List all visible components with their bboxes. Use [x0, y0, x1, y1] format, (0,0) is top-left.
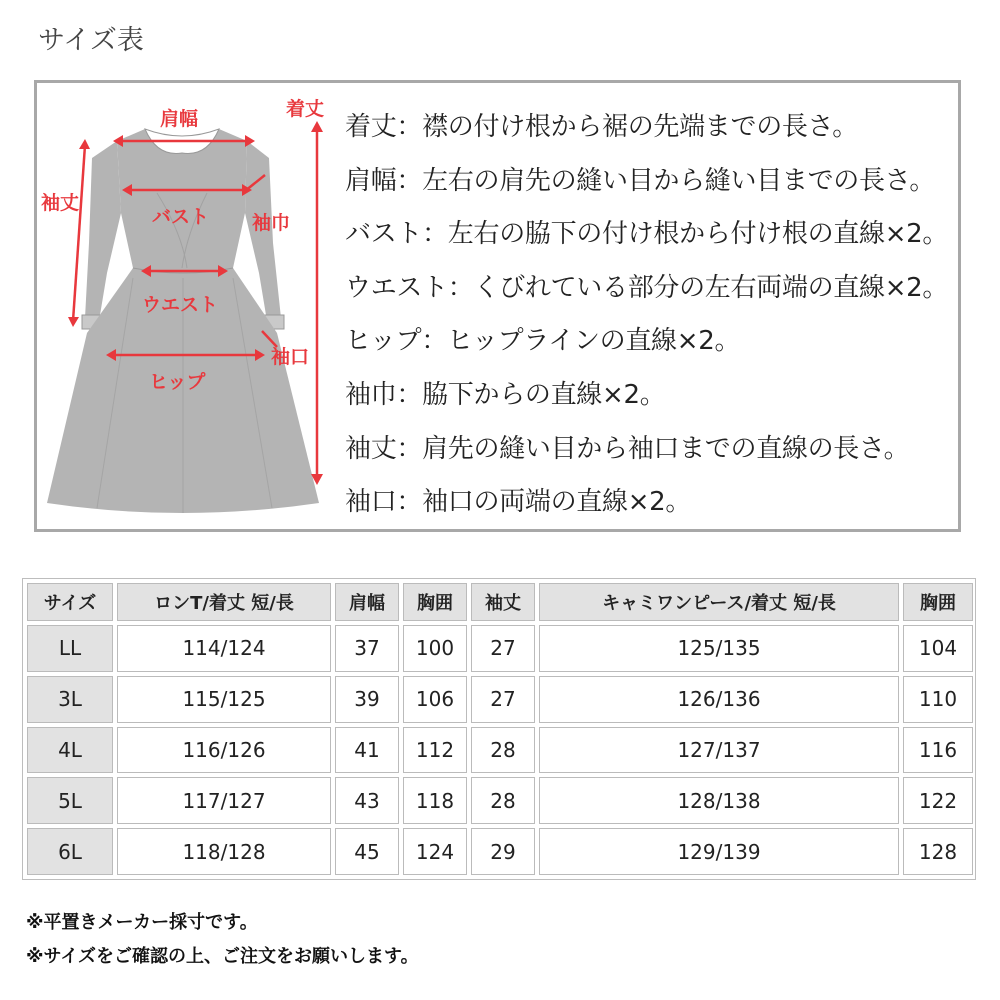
table-row: [27, 676, 973, 723]
table-cell: 100: [403, 625, 467, 672]
table-cell: 28: [471, 777, 535, 824]
table-cell: 110: [903, 676, 973, 723]
size-table: [22, 578, 976, 880]
definition-katahaba: 肩幅：左右の肩先の縫い目から縫い目までの長さ。: [345, 165, 936, 196]
header-camisole-length: キャミワンピース/着丈 短/長: [539, 583, 899, 621]
table-row: [27, 777, 973, 824]
measurement-definitions: [345, 101, 960, 530]
header-sleeve: 袖丈: [471, 583, 535, 621]
label-sodehaba: 袖巾: [252, 212, 291, 234]
table-cell: 27: [471, 676, 535, 723]
table-header-row: [27, 583, 973, 621]
table-cell: 114/124: [117, 625, 331, 672]
table-cell: 128: [903, 828, 973, 875]
note-confirm-size: ※サイズをご確認の上、ご注文をお願いします。: [26, 946, 419, 967]
dress-illustration: [37, 83, 337, 529]
table-cell: 116: [903, 727, 973, 774]
table-cell: 45: [335, 828, 399, 875]
header-size: サイズ: [27, 583, 113, 621]
label-bust: バスト: [152, 206, 210, 228]
table-cell: 118: [403, 777, 467, 824]
size-cell: 5L: [27, 777, 113, 824]
definition-waist: ウエスト：くびれている部分の左右両端の直線×2。: [345, 272, 949, 303]
table-cell: 128/138: [539, 777, 899, 824]
table-cell: 29: [471, 828, 535, 875]
size-cell: LL: [27, 625, 113, 672]
label-katahaba: 肩幅: [160, 108, 199, 130]
label-kitake: 着丈: [286, 98, 325, 120]
table-cell: 122: [903, 777, 973, 824]
header-camisole-chest: 胸囲: [903, 583, 973, 621]
label-sodeguchi: 袖口: [271, 346, 310, 368]
table-cell: 112: [403, 727, 467, 774]
table-row: [27, 727, 973, 774]
note-measurement: ※平置きメーカー採寸です。: [26, 912, 258, 933]
size-cell: 6L: [27, 828, 113, 875]
header-chest: 胸囲: [403, 583, 467, 621]
header-shoulder: 肩幅: [335, 583, 399, 621]
page-title: サイズ表: [38, 25, 144, 56]
table-cell: 125/135: [539, 625, 899, 672]
table-cell: 129/139: [539, 828, 899, 875]
table-cell: 106: [403, 676, 467, 723]
definition-bust: バスト：左右の脇下の付け根から付け根の直線×2。: [345, 219, 949, 250]
header-longt-length: ロンT/着丈 短/長: [117, 583, 331, 621]
size-cell: 4L: [27, 727, 113, 774]
table-row: [27, 625, 973, 672]
table-row: [27, 828, 973, 875]
table-cell: 43: [335, 777, 399, 824]
table-cell: 127/137: [539, 727, 899, 774]
table-cell: 28: [471, 727, 535, 774]
table-cell: 39: [335, 676, 399, 723]
definition-hip: ヒップ：ヒップラインの直線×2。: [345, 326, 741, 357]
table-cell: 27: [471, 625, 535, 672]
label-sodetake: 袖丈: [41, 192, 80, 214]
table-cell: 116/126: [117, 727, 331, 774]
table-cell: 118/128: [117, 828, 331, 875]
definition-sodehaba: 袖巾：脇下からの直線×2。: [345, 379, 666, 410]
label-waist: ウエスト: [142, 294, 219, 316]
table-cell: 37: [335, 625, 399, 672]
definition-kitake: 着丈：襟の付け根から裾の先端までの長さ。: [345, 112, 858, 142]
table-cell: 126/136: [539, 676, 899, 723]
table-cell: 124: [403, 828, 467, 875]
table-cell: 41: [335, 727, 399, 774]
table-cell: 117/127: [117, 777, 331, 824]
table-cell: 115/125: [117, 676, 331, 723]
notes: [26, 906, 419, 974]
size-diagram: [34, 80, 961, 532]
label-hip: ヒップ: [149, 371, 206, 393]
definition-sodeguchi: 袖口：袖口の両端の直線×2。: [345, 487, 692, 518]
table-cell: 104: [903, 625, 973, 672]
size-cell: 3L: [27, 676, 113, 723]
definition-sodetake: 袖丈：肩先の縫い目から袖口までの直線の長さ。: [345, 433, 910, 464]
